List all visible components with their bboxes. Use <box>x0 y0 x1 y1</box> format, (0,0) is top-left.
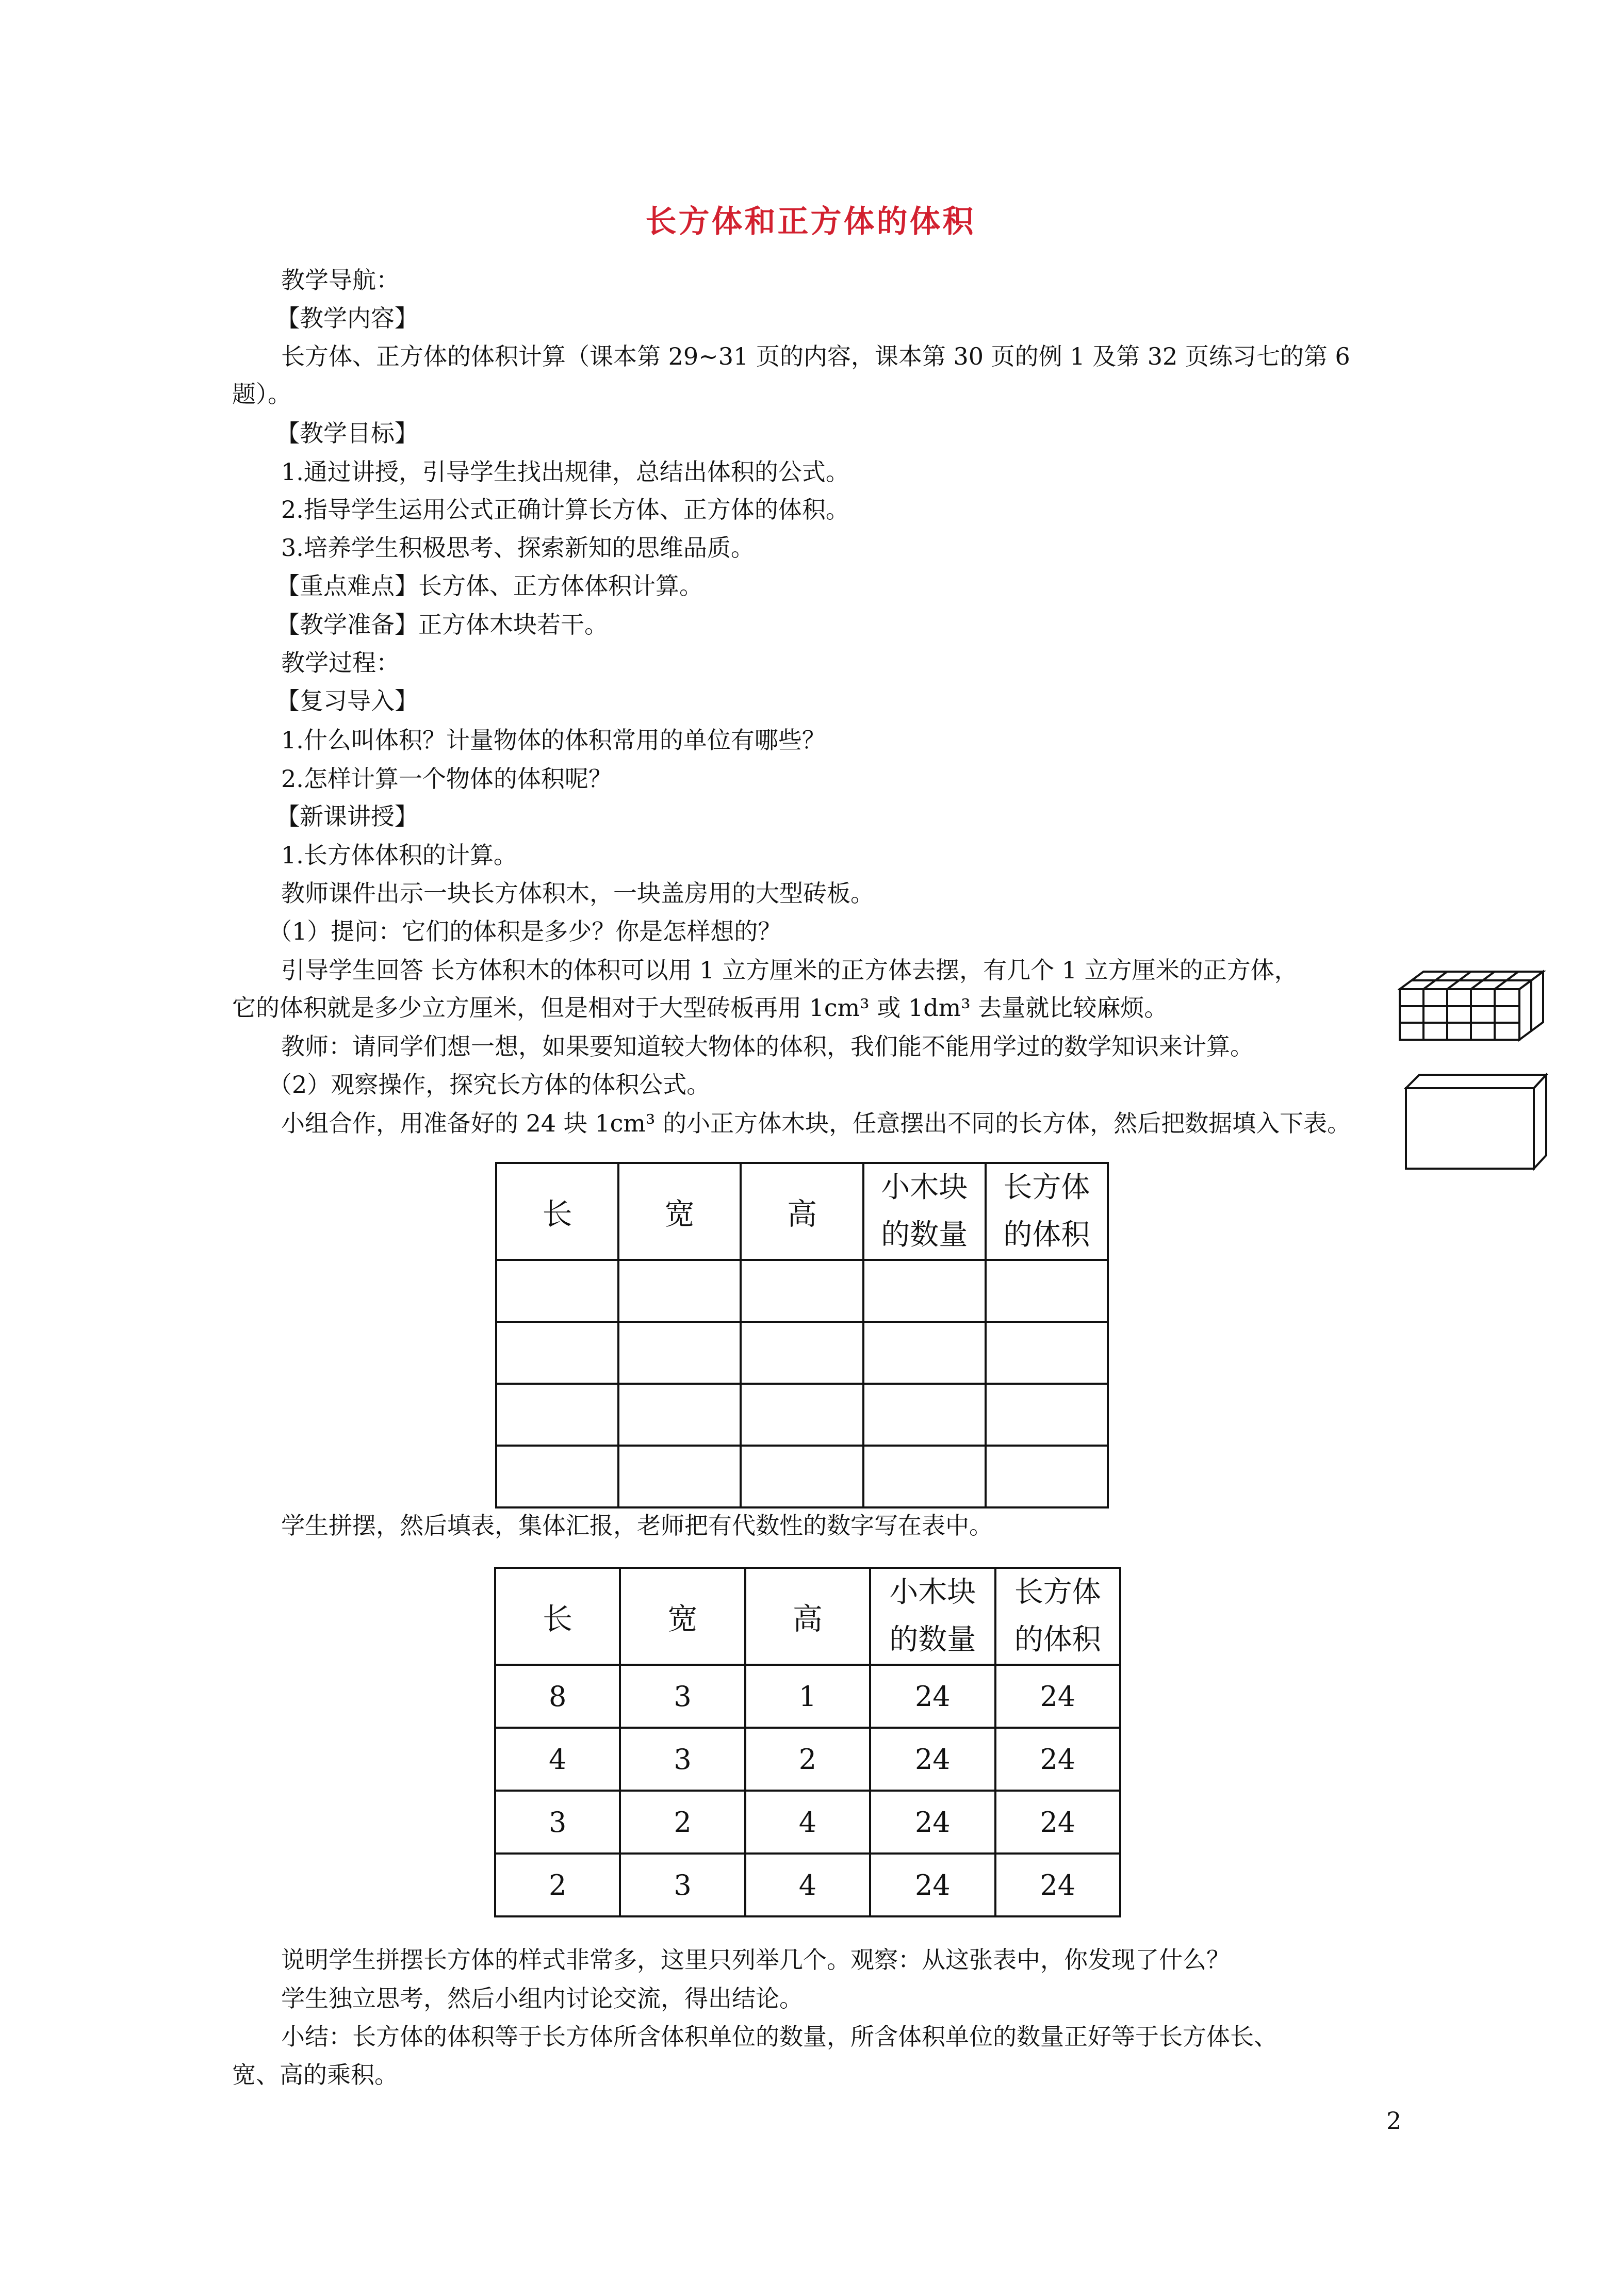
empty-cell <box>863 1322 986 1384</box>
header-volume-line2: 的体积 <box>1014 1623 1101 1657</box>
text-line: 2.指导学生运用公式正确计算长方体、正方体的体积。 <box>281 496 849 523</box>
text-line: 2.怎样计算一个物体的体积呢？ <box>281 765 612 793</box>
cell-block-count: 24 <box>870 1791 995 1854</box>
text-line: 教师：请同学们想一想，如果要知道较大物体的体积，我们能不能用学过的数学知识来计算。 <box>281 1032 1254 1060</box>
cell-width: 3 <box>620 1665 745 1728</box>
table-row <box>495 1791 1120 1854</box>
text-line: （2）观察操作，探究长方体的体积公式。 <box>268 1071 711 1098</box>
table-row <box>496 1384 1108 1446</box>
header-height: 高 <box>745 1568 870 1665</box>
cell-height: 2 <box>745 1728 870 1791</box>
text-line: 学生独立思考，然后小组内讨论交流，得出结论。 <box>281 1985 803 2012</box>
text-line: 教学过程： <box>281 649 400 677</box>
text-line: 说明学生拼摆长方体的样式非常多，这里只列举几个。观察：从这张表中，你发现了什么？ <box>281 1946 1230 1974</box>
header-block-count-line2: 的数量 <box>889 1623 976 1657</box>
empty-cell <box>618 1446 741 1507</box>
table-row <box>495 1665 1120 1728</box>
empty-cell <box>496 1260 618 1322</box>
text-line: （1）提问：它们的体积是多少？你是怎样想的？ <box>268 917 782 945</box>
text-line: 小组合作，用准备好的 24 块 1cm³ 的小正方体木块，任意摆出不同的长方体，然后把数据填入下表。 <box>281 1109 1351 1137</box>
text-line: 1.通过讲授，引导学生找出规律，总结出体积的公式。 <box>281 458 849 486</box>
text-line: 学生拼摆，然后填表，集体汇报，老师把有代数性的数字写在表中。 <box>281 1512 993 1539</box>
cell-length: 4 <box>495 1728 620 1791</box>
page-number: 2 <box>1386 2107 1402 2135</box>
cell-length: 2 <box>495 1854 620 1916</box>
header-block-count <box>870 1568 995 1665</box>
header-width: 宽 <box>620 1568 745 1665</box>
empty-cell <box>618 1322 741 1384</box>
header-volume-line2: 的体积 <box>1003 1218 1090 1252</box>
empty-cell <box>618 1260 741 1322</box>
empty-cell <box>986 1322 1108 1384</box>
empty-cell <box>863 1446 986 1507</box>
cell-height: 4 <box>745 1854 870 1916</box>
cell-width: 2 <box>620 1791 745 1854</box>
cell-height: 1 <box>745 1665 870 1728</box>
text-line: 小结：长方体的体积等于长方体所含体积单位的数量，所含体积单位的数量正好等于长方体长、 <box>281 2023 1278 2051</box>
text-line: 1.长方体体积的计算。 <box>281 841 517 869</box>
empty-cell <box>863 1384 986 1446</box>
header-block-count <box>863 1163 986 1260</box>
cell-volume: 24 <box>995 1728 1120 1791</box>
header-volume-line1: 长方体 <box>1014 1576 1101 1609</box>
header-width: 宽 <box>618 1163 741 1260</box>
cell-width: 3 <box>620 1728 745 1791</box>
text-line: 【重点难点】长方体、正方体体积计算。 <box>276 572 703 600</box>
cell-block-count: 24 <box>870 1665 995 1728</box>
table-row <box>496 1322 1108 1384</box>
text-line: 教学导航： <box>281 266 400 294</box>
table-row <box>496 1260 1108 1322</box>
empty-cell <box>496 1384 618 1446</box>
header-height: 高 <box>741 1163 863 1260</box>
text-line: 宽、高的乘积。 <box>232 2061 398 2089</box>
header-block-count-line1: 小木块 <box>881 1171 968 1204</box>
empty-cell <box>986 1384 1108 1446</box>
cell-length: 3 <box>495 1791 620 1854</box>
text-line: 【教学准备】正方体木块若干。 <box>276 611 608 638</box>
table-row <box>495 1854 1120 1916</box>
header-length: 长 <box>495 1568 620 1665</box>
cell-width: 3 <box>620 1854 745 1916</box>
empty-cell <box>986 1260 1108 1322</box>
header-block-count-line1: 小木块 <box>889 1576 976 1609</box>
text-line: 教师课件出示一块长方体积木，一块盖房用的大型砖板。 <box>281 879 874 907</box>
empty-cell <box>741 1260 863 1322</box>
header-block-count-line2: 的数量 <box>881 1218 968 1252</box>
empty-cell <box>741 1322 863 1384</box>
cell-volume: 24 <box>995 1665 1120 1728</box>
empty-cell <box>496 1446 618 1507</box>
text-line: 【教学目标】 <box>276 419 418 447</box>
text-line: 1.什么叫体积？计量物体的体积常用的单位有哪些？ <box>281 726 826 754</box>
text-line: 题）。 <box>232 380 291 408</box>
empty-cell <box>741 1384 863 1446</box>
empty-cell <box>618 1384 741 1446</box>
header-volume <box>986 1163 1108 1260</box>
empty-cell <box>496 1322 618 1384</box>
table-row <box>496 1446 1108 1507</box>
empty-cell <box>863 1260 986 1322</box>
filled-data-table <box>494 1567 1121 1917</box>
header-volume <box>995 1568 1120 1665</box>
cell-volume: 24 <box>995 1791 1120 1854</box>
text-line: 引导学生回答 长方体积木的体积可以用 1 立方厘米的正方体去摆，有几个 1 立方厘米的正方体， <box>281 956 1298 984</box>
slab-figure <box>1404 1073 1548 1171</box>
cell-length: 8 <box>495 1665 620 1728</box>
text-line: 【教学内容】 <box>276 304 418 332</box>
text-line: 它的体积就是多少立方厘米，但是相对于大型砖板再用 1cm³ 或 1dm³ 去量就比较麻烦。 <box>232 994 1168 1022</box>
table-row <box>495 1728 1120 1791</box>
cell-volume: 24 <box>995 1854 1120 1916</box>
cube-block-figure <box>1398 970 1547 1042</box>
header-volume-line1: 长方体 <box>1003 1171 1090 1204</box>
empty-cell <box>741 1446 863 1507</box>
header-length: 长 <box>496 1163 618 1260</box>
empty-data-table <box>495 1162 1109 1508</box>
text-line: 【新课讲授】 <box>276 802 418 830</box>
text-line: 【复习导入】 <box>276 687 418 715</box>
text-line: 长方体、正方体的体积计算（课本第 29~31 页的内容，课本第 30 页的例 1 及第 32 页练习七的第 6 <box>281 342 1350 370</box>
text-line: 3.培养学生积极思考、探索新知的思维品质。 <box>281 534 755 562</box>
cell-height: 4 <box>745 1791 870 1854</box>
cell-block-count: 24 <box>870 1728 995 1791</box>
page-title: 长方体和正方体的体积 <box>645 204 976 240</box>
cell-block-count: 24 <box>870 1854 995 1916</box>
empty-cell <box>986 1446 1108 1507</box>
